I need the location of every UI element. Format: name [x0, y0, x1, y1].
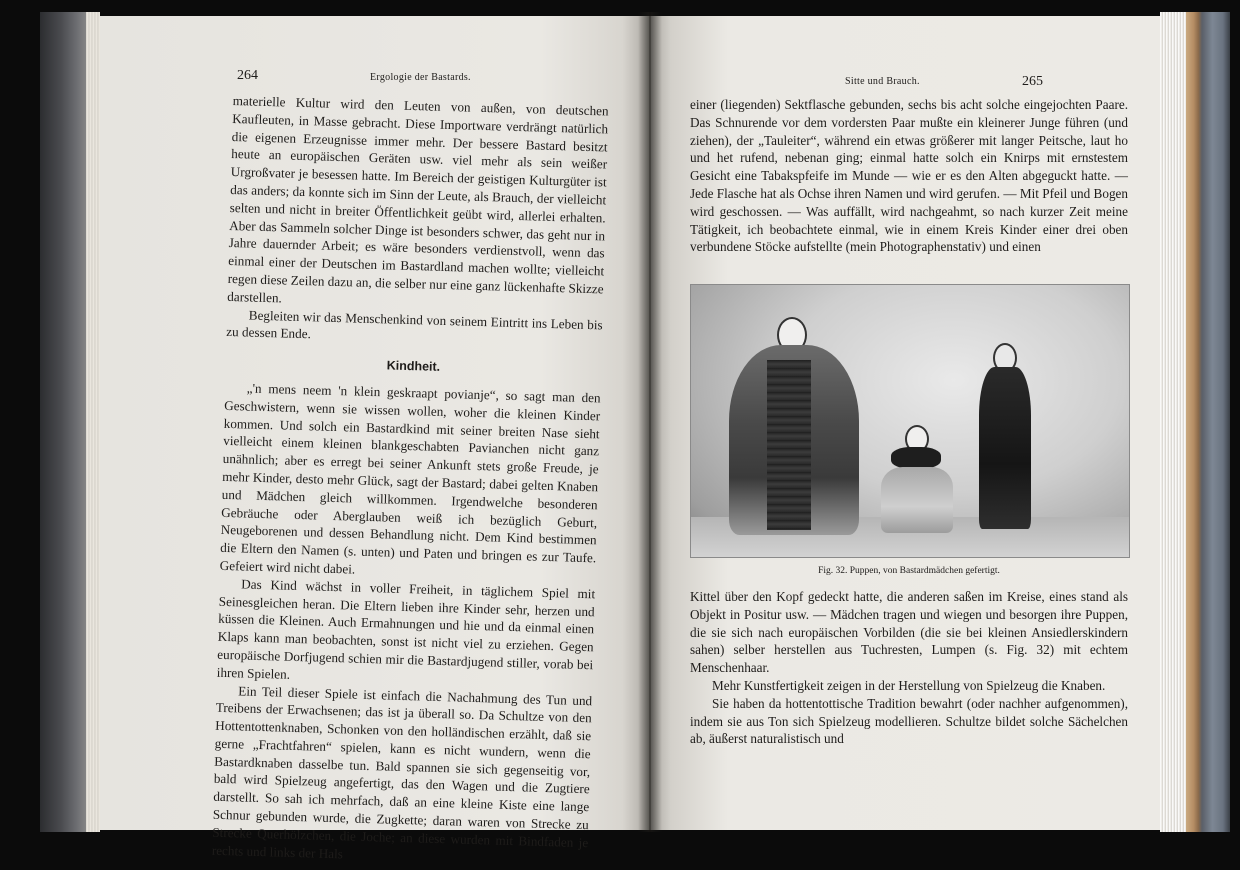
right-text-bottom [690, 588, 1128, 748]
right-page-number: 265 [1022, 74, 1043, 89]
section-title: Kindheit. [386, 358, 441, 375]
right-text-top [690, 96, 1128, 256]
left-paragraph: „'n mens neem 'n klein geskraapt povianje“, so sagt man den Geschwistern, wenn sie wissen wollen, woher die kleinen Kinder kommen. Und solch ein Bastardkind mit seiner breiten Nase sieht vielleicht einem kleinen blankgeschabten Pavianchen nicht ganz unähnlich; aber es erregt bei seiner Ankunft stets große Freude, je mehr Kinder, desto mehr Glück, sagt der Bastard; dabei gelten Knaben und Mädchen gleich willkommen. Irgendwelche besonderen Gebräuche oder Aberglauben weiß ich bezüglich Geburt, Neugeborenen und dessen Behandlung nicht. Dem Kind bestimmen die Eltern den Namen (s. unten) und Paten und bringen es zur Taufe. Gefeiert wird nicht dabei. [219, 380, 601, 577]
doll-dark [971, 343, 1041, 533]
left-paragraph: Das Kind wächst in voller Freiheit, in täglichem Spiel mit Seinesgleichen heran. Die Eltern lieben ihre Kinder sehr, herzen und küssen die Kleinen. Auch Ermahnungen und hie und da einmal einen Klaps kann man beobachten, sonst ist nicht viel zu erziehen. Gegen europäische Dorfjugend schien mir die Bastardjugend stiller, vorab bei ihren Spielen. [216, 576, 596, 682]
right-running-head: Sitte und Brauch. [845, 76, 920, 87]
doll-small [877, 425, 957, 535]
figure-dolls-photo [690, 284, 1130, 558]
open-book [40, 12, 1230, 862]
right-book-edge [1160, 12, 1230, 832]
right-paragraph: Kittel über den Kopf gedeckt hatte, die anderen saßen im Kreise, eines stand als Objekt in Positur usw. — Mädchen tragen und wiegen und besorgen ihre Puppen, die sie sich nach europäischen Vorbilden (die sie bei kleinen Ansiedlerskindern sahen) selber herstellen aus Tuchresten, Lumpen (s. Fig. 32) mit echtem Menschenhaar. [690, 589, 1128, 676]
right-paragraph: Mehr Kunstfertigkeit zeigen in der Herstellung von Spielzeug die Knaben. [712, 677, 1106, 693]
doll-large [719, 305, 869, 535]
left-paragraph: materielle Kultur wird den Leuten von außen, von deutschen Kaufleuten, in Masse gebracht. Diese Importware verdrängt natürlich die eigenen Erzeugnisse immer mehr. Der bessere Bastard besitzt heute an europäischen Geräten usw. viel mehr als sein weißer Urgroßvater je besessen hatte. Im Bereich der geistigen Kulturgüter ist das anders; da konnte sich im Sinn der Leute, als Brauch, der vielleicht selten und nicht in breiter Öffentlichkeit geübt wird, allerlei erhalten. Aber das Sammeln solcher Dinge ist besonders schwer, das geht nur in Jahre dauernder Arbeit; es wäre besonders verdienstvoll, wenn das einmal einer der Deutschen im Bastardland machen wollte; vielleicht regen diese Zeilen dazu an, die selber nur eine ganz lückenhafte Skizze darstellen. [227, 92, 609, 306]
left-text-block [212, 92, 609, 870]
right-page [650, 16, 1170, 830]
book-gutter [638, 12, 662, 832]
figure-caption: Fig. 32. Puppen, von Bastardmädchen gefertigt. [818, 566, 1000, 576]
doll-bodice [891, 447, 941, 469]
left-book-edge [40, 12, 100, 832]
left-page-number: 264 [237, 68, 258, 83]
left-paragraph: Ein Teil dieser Spiele ist einfach die Nachahmung des Tun und Treibens der Erwachsenen; das ist ja überall so. Da Schultze von den Hottentottenknaben, Schonken von den holländischen erzählt, daß sie gerne „Frachtfahren“ spielen, kann es nicht wundern, wenn die Bastardknaben dasselbe tun. Bald spannen sie sich gegenseitig vor, bald wird Spielzeug angefertigt, das den Wagen und die Zugtiere darstellt. So sah ich mehrfach, daß an eine kleine Kiste eine lange Schnur gebunden wurde, die Zugkette; daran waren von Strecke zu Strecke Querhölzchen, die Joche; an diese wurden mit Bindfaden je rechts und links der Hals [211, 682, 593, 862]
right-paragraph: Sie haben da hottentottische Tradition bewahrt (oder nachher aufgenommen), indem sie aus Ton sich Spielzeug modellieren. Schultze bildet solche Sächelchen ab, äußerst naturalistisch und [690, 695, 1128, 747]
left-page [100, 16, 650, 862]
left-paragraph: Begleiten wir das Menschenkind von seinem Eintritt ins Leben bis zu dessen Ende. [226, 307, 603, 342]
right-paragraph: einer (liegenden) Sektflasche gebunden, sechs bis acht solche eingejochten Paare. Das Schnurende vor dem vordersten Paar mußte ein kleinerer Junge führen (und ziehen), der „Tauleiter“, während ein etwas größerer mit langer Peitsche, laut ho und het rufend, nebenan ging; einmal hatte solch ein Knirps mit ernstestem Gesicht eine Tabakspfeife im Munde — wie er es den Alten abgeguckt hatte. — Jede Flasche hat als Ochse ihren Namen und wird gerufen. — Mit Pfeil und Bogen wird geschossen. — Was auffällt, wird nachgeahmt, so nach kurzer Zeit meine Tätigkeit, ich beobachtete einmal, wie in einem Kreis Kinder einer drei oben verbundene Stöcke aufstellte (mein Photographenstativ) und einen [690, 97, 1128, 255]
doll-dress [979, 367, 1031, 529]
left-running-head: Ergologie der Bastards. [370, 72, 471, 83]
doll-apron [767, 360, 811, 530]
doll-skirt [881, 467, 953, 533]
